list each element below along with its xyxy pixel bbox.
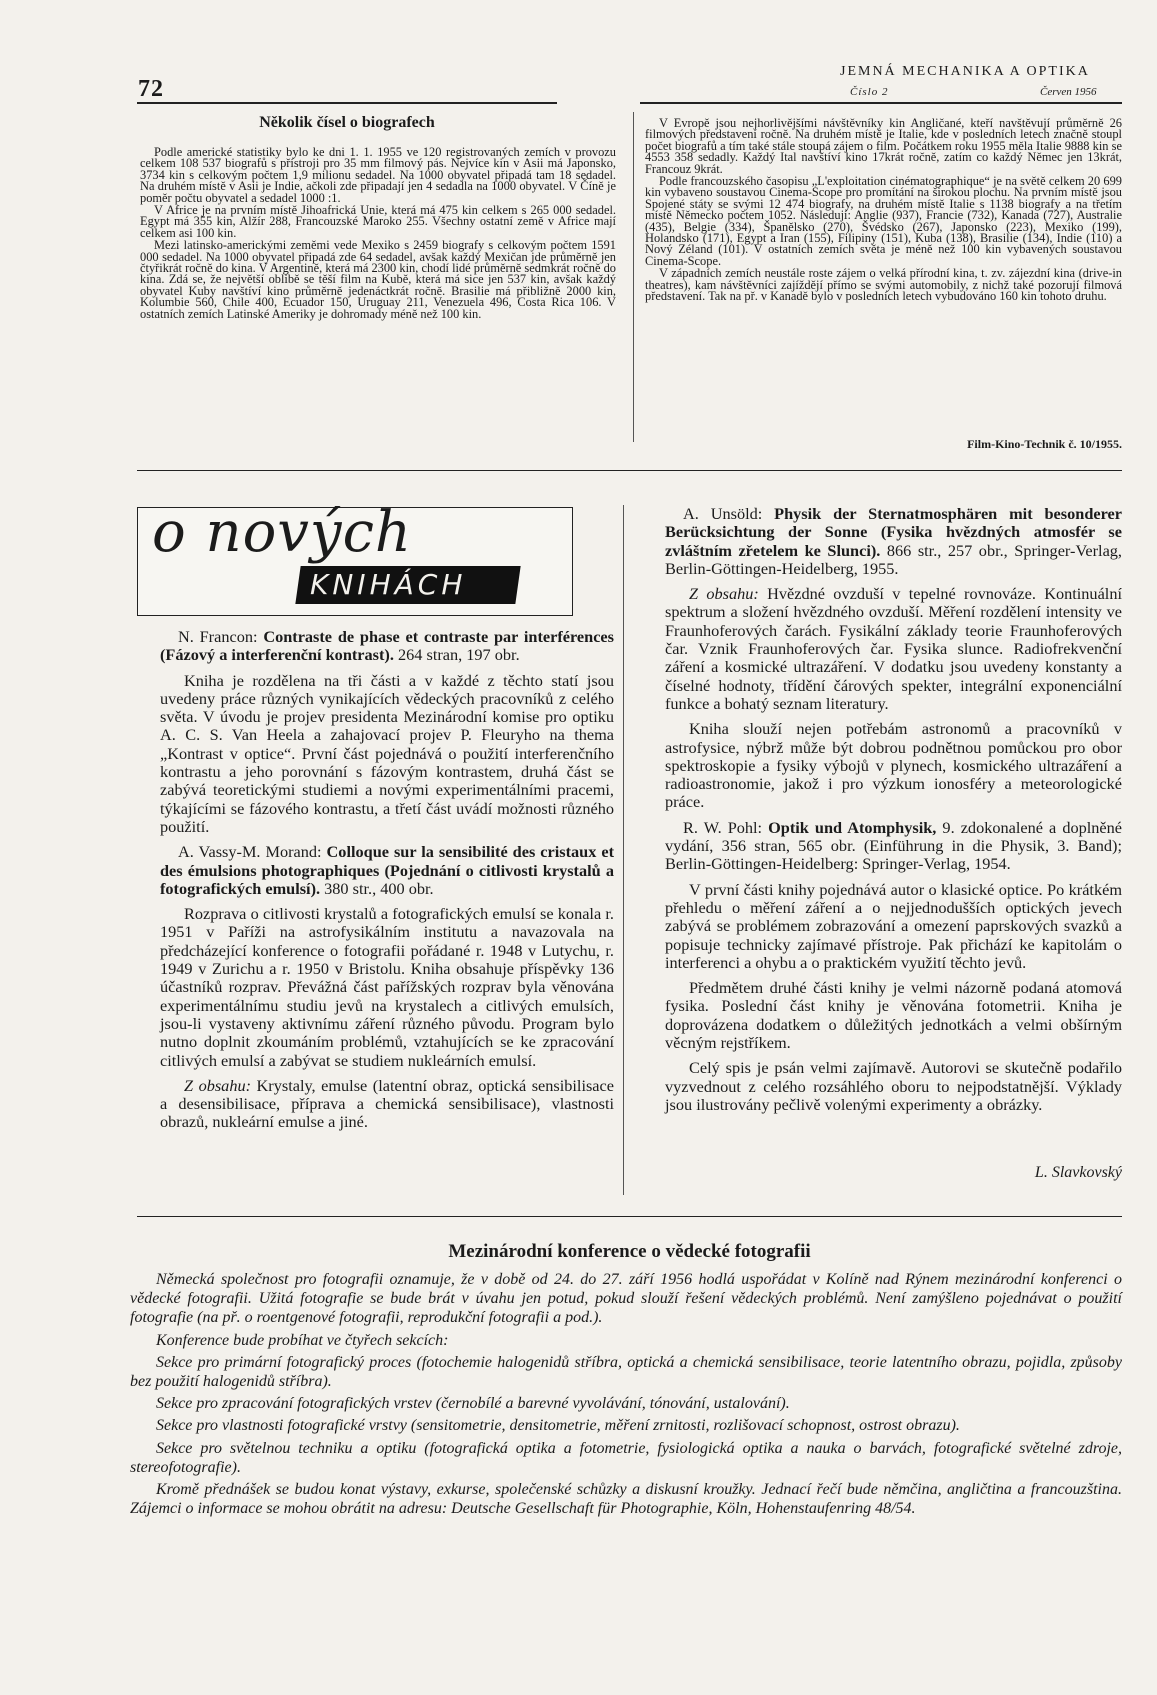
book-details: 9. zdokonalené a doplněné vydání, 356 stran, 565 obr. (Einführung in die Physik, 3. Band); Berlin-Göttingen-Heidelberg: Springer-Verlag, 1954. xyxy=(665,817,1123,874)
page-number: 72 xyxy=(138,76,164,102)
biografy-paragraph: Podle francouzského časopisu „L'exploitation cinématographique“ je na světě celkem 20 699 kin vybaveno soustavou Cinema-Scope pro promítání na širokou plochu. Na prvním místě jsou Spojené státy se svými 12 474 biografy, na druhém místě Italie s 1138 biografy a na třetím místě Německo počtem 1052. Následují: Anglie (937), Francie (732), Kanada (727), Australie (435), Belgie (334), Španělsko (270), Švédsko (267), Japonsko (223), Mexiko (199), Holandsko (171), Egypt a Iran (155), Filipiny (151), Kuba (138), Brasilie (134), Indie (110) a Nový Zéland (101). V ostatních zemích světa je méně než 100 kin vybavených soustavou Cinema-Scope. xyxy=(645,174,1122,268)
book-title: Contraste de phase et contraste par interférences (Fázový a interferenční kontrast). xyxy=(160,627,614,665)
book-details: 380 str., 400 obr. xyxy=(320,878,434,898)
header-rule-right xyxy=(640,102,1122,104)
header-rule-left xyxy=(137,102,557,104)
contents-text: Krystaly, emulse (latentní obraz, optická sensibilisace a desensibilisace, příprava a chemická sensibilisace), vlastnosti obrazů, nukleární emulse a jiné. xyxy=(160,1075,614,1132)
book-title: Optik und Atomphysik, xyxy=(768,817,937,837)
book-author: A. Vassy-M. Morand: xyxy=(178,842,327,862)
book-author: N. Francon: xyxy=(178,627,264,646)
biografy-paragraph: V Evropě jsou nejhorlivějšími návštěvníky kin Angličané, kteří navštěvují průměrně 26 filmových představení ročně. Na druhém místě je Italie, kde v posledních letech značně stoupl počet biografů a tím také stále stoupá zájem o film. Počátkem roku 1955 měla Italie 9888 kin se 4553 358 sedadly. Každý Ital navštíví kino 17krát ročně, zatím co každý Němec jen 13krát, Francouz 9krát. xyxy=(645,116,1122,176)
issue-date: Červen 1956 xyxy=(1040,86,1097,98)
book-reference xyxy=(160,628,614,665)
book-contents xyxy=(665,585,1122,713)
section-divider xyxy=(137,470,1122,471)
book-title: Physik der Sternatmosphären mit besonderer Berücksichtung der Sonne (Fysika hvězdných atmosfér se zvláštním zřetelem ke Slunci). xyxy=(665,504,1122,560)
book-reference xyxy=(665,505,1122,578)
review-signature: L. Slavkovský xyxy=(1034,1164,1122,1181)
book-reference xyxy=(665,819,1122,874)
books-right-column xyxy=(665,505,1122,1121)
book-review-paragraph: Kniha je rozdělena na tři části a v každé z těchto statí jsou uvedeny práce různých vynikajících vědeckých pracovníků z celého světa. V úvodu je projev presidenta Mezinárodní komise pro optiku A. C. S. Van Heela a zahajovací projev P. Fleuryho na thema „Kontrast v optice“. První část pojednává o použití interferenčního kontrastu a jeho porovnání s fázovým kontrastem, druhá část se zabývá teoretickými studiemi a novými experimentálními pracemi, týkajícími se fázového kontrastu, a třetí část uvádí možnosti různého použití. xyxy=(160,670,614,836)
book-review-paragraph: Celý spis je psán velmi zajímavě. Autorovi se skutečně podařilo vyzvednout z celého rozsáhlého oboru to nejpodstatnější. Výklady jsou ilustrovány pečlivě volenými experimenty a obrázky. xyxy=(665,1058,1122,1114)
column-divider-top xyxy=(633,112,634,442)
books-banner xyxy=(137,500,573,616)
biografy-right-column xyxy=(645,118,1122,304)
biografy-paragraph: Podle americké statistiky bylo ke dni 1. 1. 1955 ve 120 registrovaných zemích v provozu celkem 108 537 biografů s přístroji pro 35 mm filmový pás. Nejvíce kin v Asii má Japonsko, 3734 kin s celkovým počtem 1,9 milionu sedadel. Na 1000 obyvatel připadá tam 18 sedadel. Na druhém místě v Asii je Indie, ačkoli zde připadají jen 4 sedadla na 1000 obyvatel. V Číně je poměr počtu obyvatel a sedadel 1000 :1. xyxy=(140,145,616,205)
book-reference xyxy=(160,843,614,898)
book-review-paragraph: V první části knihy pojednává autor o klasické optice. Po krátkém přehledu o měření záření a o nejjednodušších optických jevech zabývá se problémem zobrazování a omezení paprskových svazků a popisuje technicky zajímavé přístroje. Pak přichází ke kapitolám o interferenci a ohybu a o praktickém využití těchto jevů. xyxy=(665,879,1122,972)
contents-lead: Z obsahu: xyxy=(184,1075,257,1095)
banner-script-text: o nových xyxy=(152,500,412,565)
journal-name: JEMNÁ MECHANIKA A OPTIKA xyxy=(840,64,1090,79)
conference-body xyxy=(130,1270,1122,1521)
section-divider xyxy=(137,1216,1122,1217)
biografy-paragraph: V západních zemích neustále roste zájem o velká přírodní kina, t. zv. zájezdní kina (drive-in theatres), kam návštěvníci zajíždějí přímo se svými automobily, z nichž také pozorují filmová představení. Tak na př. v Kanadě bylo v posledních letech vybudováno 160 kin tohoto druhu. xyxy=(645,266,1122,304)
conference-paragraph: Sekce pro vlastnosti fotografické vrstvy (sensitometrie, densitometrie, měření zrnitosti, rozlišovací schopnost, ostrost obrazu). xyxy=(156,1417,960,1435)
column-divider-books xyxy=(623,505,624,1195)
banner-block-text: KNIHÁCH xyxy=(310,568,467,601)
book-review-paragraph: Předmětem druhé části knihy je velmi názorně podaná atomová fysika. Poslední část knihy je věnována fotometrii. Kniha je doprovázena dodatkem o důležitých jednotkách a velmi obšírným věcným rejstříkem. xyxy=(665,978,1122,1053)
conference-paragraph: Německá společnost pro fotografii oznamuje, že v době od 24. do 27. září 1956 hodlá uspořádat v Kolíně nad Rýnem mezinárodní konferenci o vědecké fotografii. Užitá fotografie se bude brát v úvahu jen potud, pokud slouží řešení vědeckých problémů. Není zamýšleno pojednávat o použití fotografie (na př. o roentgenové fotografii, reprodukční fotografii a pod.). xyxy=(130,1271,1122,1327)
book-title: Colloque sur la sensibilité des cristaux et des émulsions photographiques (Pojednání o citlivosti krystalů a fotografických emulsí). xyxy=(160,842,614,898)
biografy-paragraph: V Africe je na prvním místě Jihoafrická Unie, která má 475 kin celkem s 265 000 sedadel. Egypt má 355 kin, Alžír 288, Francouzské Maroko 255. Všechny ostatní země v Africe mají celkem asi 100 kin. xyxy=(140,203,616,240)
issue-number: Číslo 2 xyxy=(850,86,889,98)
conference-paragraph: Sekce pro zpracování fotografických vrstev (černobílé a barevné vyvolávání, tónování, ustalování). xyxy=(156,1395,790,1413)
book-review-paragraph: Rozprava o citlivosti krystalů a fotografických emulsí se konala r. 1951 v Paříži na astrofysikálním institutu a navazovala na předcházející konference o fotografii pořádané r. 1948 v Lutychu, r. 1949 v Zurichu a r. 1950 v Bristolu. Kniha obsahuje příspěvky 136 účastníků rozprav. Převážná část pařížských rozprav byla věnována experimentálnímu studiu jevů na krystalech a citlivých emulsích, jsou-li vystaveny aktivnímu záření různého původu. Program bylo nutno doplnit zkoumáním problémů, vztahujících se ke zpracování citlivých emulsí a zabývat se studiem nukleárních emulsí. xyxy=(160,904,614,1070)
book-details: 264 stran, 197 obr. xyxy=(393,645,520,665)
book-details: 866 str., 257 obr., Springer-Verlag, Berlin-Göttingen-Heidelberg, 1955. xyxy=(665,540,1123,578)
biografy-left-column xyxy=(140,147,616,321)
book-review-paragraph: Kniha slouží nejen potřebám astronomů a pracovníků v astrofysice, nýbrž může být dobrou podnětnou pomůckou pro obor spektroskopie a fysiky výbojů v plynech, kosmického ultrazáření a radioastronomie, jakož i pro výzkum ionosféry a meteorologické práce. xyxy=(665,719,1122,812)
book-author: A. Unsöld: xyxy=(683,504,775,523)
conference-paragraph: Sekce pro světelnou techniku a optiku (fotografická optika a fotometrie, fysiologická optika a nauka o barvách, fotografické světelné zdroje, stereofotografie). xyxy=(130,1439,1122,1476)
conference-paragraph: Kromě přednášek se budou konat výstavy, exkurse, společenské schůzky a diskusní kroužky. Jednací řečí bude němčina, angličtina a francouzština. Zájemci o informace se mohou obrátit na adresu: Deutsche Gesellschaft für Photographie, Köln, Hohenstaufenring 48/54. xyxy=(130,1481,1122,1518)
biografy-title: Několik čísel o biografech xyxy=(259,114,435,131)
books-left-column xyxy=(160,628,614,1139)
biografy-source: Film-Kino-Technik č. 10/1955. xyxy=(967,437,1122,451)
biografy-paragraph: Mezi latinsko-americkými zeměmi vede Mexiko s 2459 biografy s celkovým počtem 1591 000 sedadel. Na 1000 obyvatel připadá zde 64 sedadel, avšak každý Mexičan jde průměrně jen čtyřikrát ročně do kina. V Argentině, která má 2300 kin, chodí lidé průměrně sedmkrát ročně do kina. Zdá se, že největší oblibě se těší film na Kubě, která má sice jen 537 kin, avšak každý obyvatel Kuby navštíví kino průměrně jedenáctkrát ročně. Brasilie má přibližně 2000 kin, Kolumbie 560, Chile 400, Ecuador 150, Uruguay 211, Venezuela 496, Costa Rica 106. V ostatních zemích Latinské Ameriky je dohromady méně než 100 kin. xyxy=(140,238,616,321)
conference-paragraph: Konference bude probíhat ve čtyřech sekcích: xyxy=(156,1331,449,1349)
contents-text: Hvězdné ovzduší v tepelné rovnováze. Kontinuální spektrum a složení hvězdného ovzduší. Měření rozdělení intensity ve Fraunhoferových čarách. Fysikální základy teorie Fraunhoferových čar. Vznik Fraunhoferových čar. Fysika slunce. Radiofrekvenční záření a kosmické ultrazáření. V dodatku jsou uvedeny konstanty a číselné hodnoty, třídění čárových spekter, integrální exponenciální funkce a bohatý seznam literatury. xyxy=(665,584,1122,713)
conference-paragraph: Sekce pro primární fotografický proces (fotochemie halogenidů stříbra, optická a chemická sensibilisace, teorie latentního obrazu, pojidla, způsoby bez použití halogenidů stříbra). xyxy=(130,1353,1122,1391)
contents-lead: Z obsahu: xyxy=(689,584,768,604)
book-contents xyxy=(160,1077,614,1132)
book-author: R. W. Pohl: xyxy=(683,817,769,837)
conference-title: Mezinárodní konference o vědecké fotografii xyxy=(448,1241,811,1262)
